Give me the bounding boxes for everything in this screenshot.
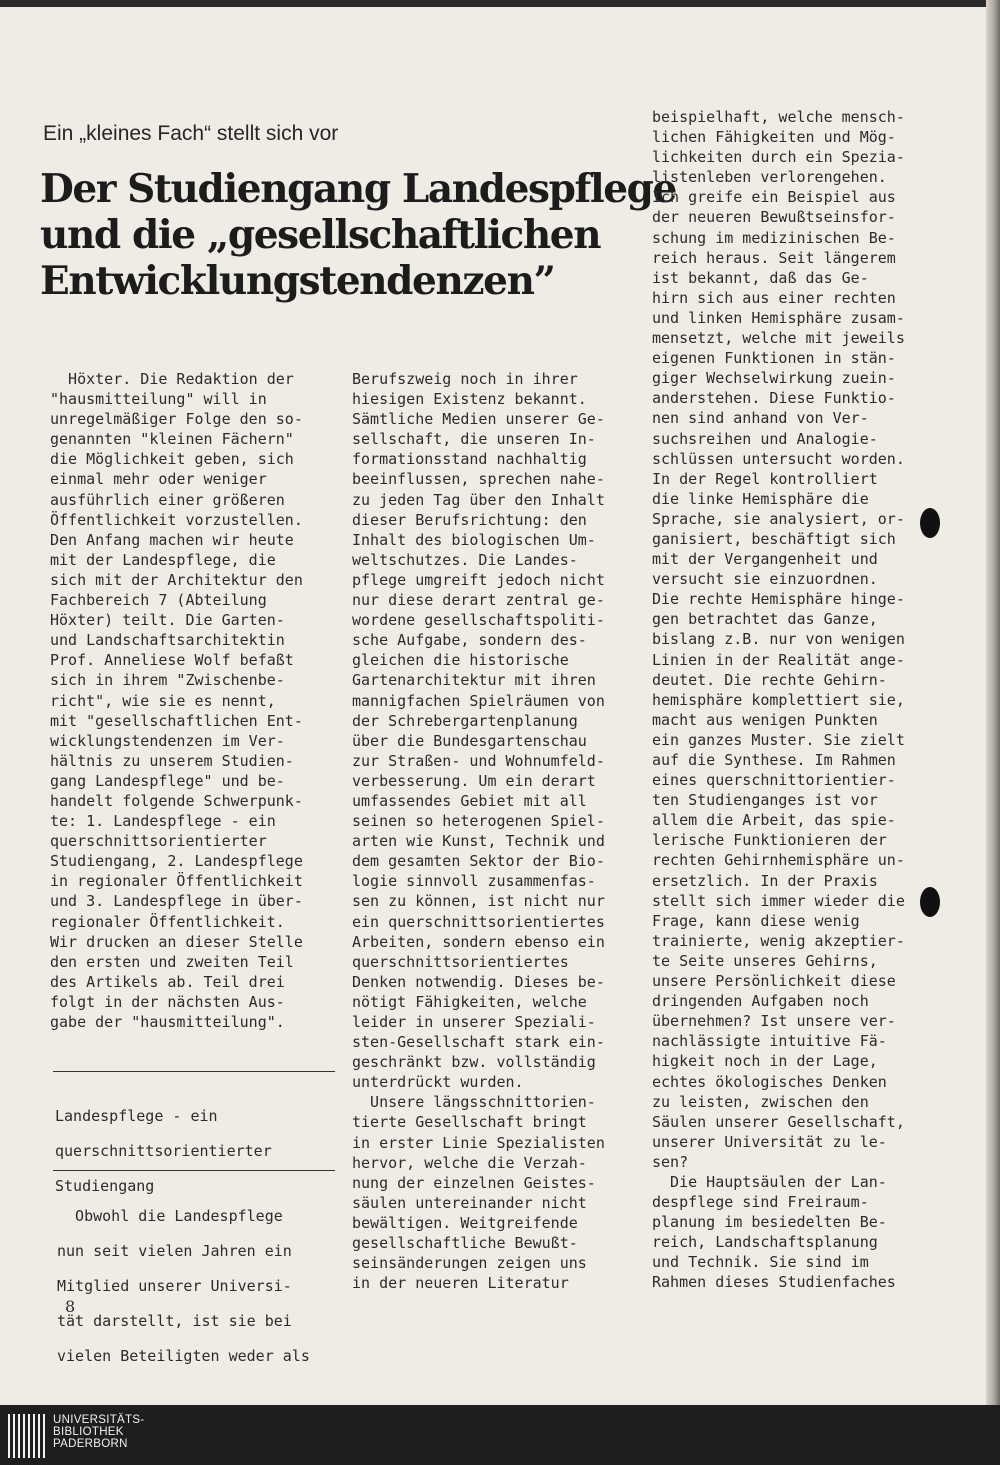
text-line: allem die Arbeit, das spie- — [652, 811, 896, 830]
text-line: seinen so heterogenen Spiel- — [352, 812, 605, 831]
text-line: zur Straßen- und Wohnumfeld- — [352, 751, 605, 770]
page-number: 8 — [65, 1297, 76, 1316]
text-line: eigenen Funktionen in stän- — [652, 349, 896, 368]
text-line: querschnittsorientierter — [55, 1142, 272, 1161]
text-line: ausführlich einer größeren — [50, 490, 285, 509]
text-line: wordene gesellschaftspoliti- — [352, 611, 605, 630]
text-line: Den Anfang machen wir heute — [50, 530, 294, 549]
text-line: folgt in der nächsten Aus- — [50, 992, 285, 1011]
text-line: unterdrückt wurden. — [352, 1073, 524, 1092]
text-line: des Artikels ab. Teil drei — [50, 972, 285, 991]
text-line: ersetzlich. In der Praxis — [652, 871, 878, 890]
text-line: Arbeiten, sondern ebenso ein — [352, 932, 605, 951]
text-line: in regionaler Öffentlichkeit — [50, 872, 303, 891]
text-line: gesellschaftliche Bewußt- — [352, 1234, 578, 1253]
text-line: hiesigen Existenz bekannt. — [352, 390, 587, 409]
text-line: tierte Gesellschaft bringt — [352, 1113, 587, 1132]
text-line: Sprache, sie analysiert, or- — [652, 509, 905, 528]
text-line: "hausmitteilung" will in — [50, 390, 267, 409]
text-line: Gartenarchitektur mit ihren — [352, 671, 596, 690]
text-line: nen sind anhand von Ver- — [652, 409, 869, 428]
text-line: die Möglichkeit geben, sich — [50, 450, 294, 469]
text-line: lichkeiten durch ein Spezia- — [652, 148, 905, 167]
text-line: higkeit noch in der Lage, — [652, 1052, 878, 1071]
logo-line-2: BIBLIOTHEK — [53, 1426, 124, 1438]
text-line: mit der Vergangenheit und — [652, 550, 878, 569]
text-line: über die Bundesgartenschau — [352, 731, 587, 750]
text-line: deutet. Die rechte Gehirn- — [652, 670, 887, 689]
text-line: verbesserung. Um ein derart — [352, 771, 596, 790]
subheading-rule-top — [53, 1071, 335, 1072]
text-line: nung der einzelnen Geistes- — [352, 1173, 596, 1192]
headline-line-2: und die „gesellschaftlichen — [40, 212, 601, 258]
text-line: versucht sie einzuordnen. — [652, 570, 878, 589]
subheading-rule-bottom — [53, 1170, 335, 1171]
text-line: sellschaft, die unseren In- — [352, 430, 596, 449]
text-line: den ersten und zweiten Teil — [50, 952, 294, 971]
text-line: lichen Fähigkeiten und Mög- — [652, 128, 896, 147]
text-line: querschnittsorientierter — [50, 832, 267, 851]
text-line: gang Landespflege" und be- — [50, 771, 285, 790]
text-line: gen betrachtet das Ganze, — [652, 610, 878, 629]
punch-hole-lower — [920, 887, 940, 917]
column-1-intro — [50, 369, 340, 1032]
text-line: mit der Landespflege, die — [50, 550, 276, 569]
text-line: die linke Hemisphäre die — [652, 489, 869, 508]
text-line: Die Hauptsäulen der Lan- — [652, 1172, 887, 1191]
text-line: und 3. Landespflege in über- — [50, 892, 303, 911]
text-line: Rahmen dieses Studienfaches — [652, 1273, 896, 1292]
text-line: te Seite unseres Gehirns, — [652, 951, 878, 970]
text-line: leider in unserer Speziali- — [352, 1013, 596, 1031]
text-line: Unsere längsschnittorien- — [352, 1093, 596, 1112]
text-line: umfassendes Gebiet mit all — [352, 791, 587, 810]
column-2-body — [352, 369, 642, 1293]
text-line: der neueren Bewußtseinsfor- — [652, 208, 896, 227]
text-line: einmal mehr oder weniger — [50, 470, 267, 489]
text-line: sten-Gesellschaft stark ein- — [352, 1033, 605, 1052]
text-line: Öffentlichkeit vorzustellen. — [50, 510, 303, 529]
text-line: ein querschnittsorientiertes — [352, 912, 605, 931]
text-line: anderstehen. Diese Funktio- — [652, 389, 896, 408]
text-line: mensetzt, welche mit jeweils — [652, 329, 905, 348]
text-line: Studiengang, 2. Landespflege — [50, 852, 303, 871]
text-line: weltschutzes. Die Landes- — [352, 550, 578, 569]
text-line: der Schrebergartenplanung — [352, 711, 578, 730]
text-line: Inhalt des biologischen Um- — [352, 530, 596, 549]
text-line: gleichen die historische — [352, 651, 569, 670]
headline-line-1: Der Studiengang Landespflege — [40, 166, 676, 212]
text-line: nötigt Fähigkeiten, welche — [352, 992, 587, 1011]
text-line: und linken Hemisphäre zusam- — [652, 308, 905, 327]
text-line: Denken notwendig. Dieses be- — [352, 972, 605, 991]
text-line: trainierte, wenig akzeptier- — [652, 931, 905, 950]
punch-hole-upper — [920, 508, 940, 538]
text-line: auf die Synthese. Im Rahmen — [652, 751, 896, 769]
text-line: macht aus wenigen Punkten — [652, 710, 878, 729]
text-line: in der neueren Literatur — [352, 1274, 569, 1293]
text-line: Obwohl die Landespflege — [57, 1207, 283, 1225]
text-line: arten wie Kunst, Technik und — [352, 832, 605, 851]
text-line: Frage, kann diese wenig — [652, 911, 860, 930]
text-line: In der Regel kontrolliert — [652, 469, 878, 488]
text-line: Höxter) teilt. Die Garten- — [50, 611, 285, 630]
text-line: Wir drucken an dieser Stelle — [50, 932, 303, 951]
text-line: despflege sind Freiraum- — [652, 1193, 869, 1212]
text-line: ten Studienganges ist vor — [652, 791, 878, 810]
text-line: schung im medizinischen Be- — [652, 228, 896, 247]
text-line: und Landschaftsarchitektin — [50, 631, 285, 650]
text-line: Prof. Anneliese Wolf befaßt — [50, 651, 294, 670]
column-3-body — [652, 107, 942, 1293]
text-line: bewältigen. Weitgreifende — [352, 1213, 578, 1232]
text-line: giger Wechselwirkung zuein- — [652, 369, 896, 388]
text-line: in erster Linie Spezialisten — [352, 1133, 605, 1152]
text-line: planung im besiedelten Be- — [652, 1213, 887, 1232]
text-line: Säulen unserer Gesellschaft, — [652, 1112, 905, 1131]
logo-line-1: UNIVERSITÄTS- — [53, 1414, 145, 1426]
text-line: gabe der "hausmitteilung". — [50, 1013, 285, 1031]
text-line: Berufszweig noch in ihrer — [352, 370, 578, 388]
text-line: tät darstellt, ist sie bei — [57, 1312, 292, 1331]
text-line: sche Aufgabe, sondern des- — [352, 631, 587, 650]
text-line: logie sinnvoll zusammenfas- — [352, 872, 596, 891]
logo-line-3: PADERBORN — [53, 1438, 128, 1450]
scan-page-edge — [986, 0, 1000, 1405]
text-line: unserer Universität zu le- — [652, 1132, 887, 1151]
text-line: reich, Landschaftsplanung — [652, 1233, 878, 1252]
text-line: Fachbereich 7 (Abteilung — [50, 591, 267, 610]
text-line: ein ganzes Muster. Sie zielt — [652, 730, 905, 749]
text-line: ist bekannt, daß das Ge- — [652, 268, 869, 287]
text-line: wicklungstendenzen im Ver- — [50, 731, 285, 750]
text-line: nur diese derart zentral ge- — [352, 591, 605, 610]
text-line: beispielhaft, welche mensch- — [652, 108, 905, 126]
text-line: Höxter. Die Redaktion der — [50, 370, 294, 388]
text-line: pflege umgreift jedoch nicht — [352, 570, 605, 589]
text-line: sen zu können, ist nicht nur — [352, 892, 605, 911]
text-line: dem gesamten Sektor der Bio- — [352, 852, 605, 871]
text-line: bislang z.B. nur von wenigen — [652, 630, 905, 649]
text-line: unregelmäßiger Folge den so- — [50, 410, 303, 429]
text-line: stellt sich immer wieder die — [652, 891, 905, 910]
text-line: nun seit vielen Jahren ein — [57, 1242, 292, 1261]
text-line: geschränkt bzw. vollständig — [352, 1053, 596, 1072]
column-1-body — [57, 1191, 310, 1381]
text-line: formationsstand nachhaltig — [352, 450, 587, 469]
text-line: schlüssen untersucht worden. — [652, 449, 905, 468]
text-line: Mitglied unserer Universi- — [57, 1277, 292, 1296]
text-line: hervor, welche die Verzah- — [352, 1153, 587, 1172]
kicker-line: Ein „kleines Fach“ stellt sich vor — [43, 122, 339, 145]
text-line: übernehmen? Ist unsere ver- — [652, 1012, 896, 1031]
text-line: te: 1. Landespflege - ein — [50, 812, 276, 831]
text-line: lerische Funktionieren der — [652, 831, 887, 850]
text-line: listenleben verlorengehen. — [652, 168, 887, 187]
text-line: Linien in der Realität ange- — [652, 650, 905, 669]
text-line: ganisiert, beschäftigt sich — [652, 529, 896, 548]
text-line: sich in ihrem "Zwischenbe- — [50, 671, 285, 690]
text-line: dringenden Aufgaben noch — [652, 992, 869, 1011]
text-line: hemisphäre komplettiert sie, — [652, 690, 905, 709]
text-line: seinsänderungen zeigen uns — [352, 1254, 587, 1273]
text-line: sich mit der Architektur den — [50, 570, 303, 589]
text-line: regionaler Öffentlichkeit. — [50, 912, 285, 931]
text-line: suchsreihen und Analogie- — [652, 429, 878, 448]
text-line: und Technik. Sie sind im — [652, 1253, 869, 1272]
scan-top-edge — [0, 0, 1000, 7]
text-line: Sämtliche Medien unserer Ge- — [352, 410, 605, 429]
text-line: rechten Gehirnhemisphäre un- — [652, 851, 905, 870]
text-line: hirn sich aus einer rechten — [652, 288, 896, 307]
text-line: mit "gesellschaftlichen Ent- — [50, 711, 303, 730]
text-line: mannigfachen Spielräumen von — [352, 691, 605, 710]
text-line: nachlässigte intuitive Fä- — [652, 1032, 887, 1051]
library-logo-text — [53, 1414, 144, 1450]
text-line: Studiengang — [55, 1177, 155, 1196]
text-line: dieser Berufsrichtung: den — [352, 510, 587, 529]
text-line: Die rechte Hemisphäre hinge- — [652, 590, 905, 609]
text-line: Ich greife ein Beispiel aus — [652, 188, 896, 207]
text-line: eines querschnittorientier- — [652, 771, 896, 790]
text-line: echtes ökologisches Denken — [652, 1072, 887, 1091]
text-line: Landespflege - ein — [55, 1107, 218, 1125]
text-line: hältnis zu unserem Studien- — [50, 751, 294, 770]
text-line: sen? — [652, 1152, 689, 1171]
text-line: reich heraus. Seit längerem — [652, 248, 896, 267]
text-line: zu leisten, zwischen den — [652, 1092, 869, 1111]
text-line: genannten "kleinen Fächern" — [50, 430, 294, 449]
article-headline — [40, 166, 676, 304]
text-line: querschnittsorientiertes — [352, 952, 569, 971]
text-line: vielen Beteiligten weder als — [57, 1347, 310, 1366]
text-line: säulen untereinander nicht — [352, 1193, 587, 1212]
library-footer-bar — [0, 1405, 1000, 1465]
headline-line-3: Entwicklungstendenzen” — [40, 258, 555, 304]
text-line: richt", wie sie es nennt, — [50, 691, 276, 710]
text-line: unsere Persönlichkeit diese — [652, 972, 896, 991]
text-line: handelt folgende Schwerpunk- — [50, 791, 303, 810]
text-line: zu jeden Tag über den Inhalt — [352, 490, 605, 509]
text-line: beeinflussen, sprechen nahe- — [352, 470, 605, 489]
library-logo-icon — [8, 1414, 46, 1458]
